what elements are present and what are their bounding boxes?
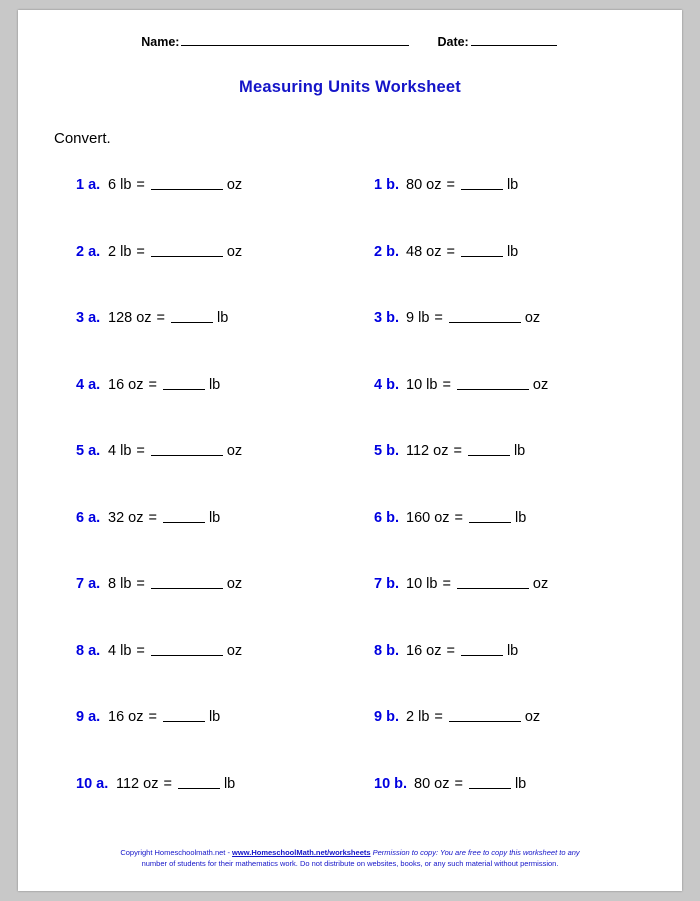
equals-sign: = bbox=[454, 509, 464, 526]
problem-quantity: 16 oz bbox=[108, 709, 144, 725]
problem-9b bbox=[374, 707, 540, 727]
problem-row bbox=[18, 308, 682, 375]
problem-number: 2 b. bbox=[374, 243, 399, 260]
problem-10a bbox=[76, 774, 235, 794]
problem-row bbox=[18, 508, 682, 575]
problem-1a bbox=[76, 175, 242, 195]
problem-10b bbox=[374, 774, 526, 794]
problem-unit: oz bbox=[226, 443, 243, 459]
problem-1b bbox=[374, 175, 518, 195]
problem-unit: lb bbox=[217, 310, 229, 326]
equals-sign: = bbox=[136, 177, 145, 193]
problem-unit: lb bbox=[208, 709, 221, 725]
problem-number: 1 b. bbox=[374, 177, 399, 193]
problem-quantity: 112 oz bbox=[116, 775, 159, 792]
problem-quantity: 2 lb bbox=[406, 709, 430, 725]
equals-sign: = bbox=[163, 775, 172, 792]
equals-sign: = bbox=[148, 376, 157, 393]
problem-unit: lb bbox=[515, 509, 527, 526]
equals-sign: = bbox=[136, 443, 145, 459]
problem-number: 4 b. bbox=[374, 376, 399, 393]
answer-blank[interactable] bbox=[457, 377, 529, 390]
answer-blank[interactable] bbox=[151, 643, 223, 656]
equals-sign: = bbox=[453, 443, 462, 459]
problem-unit: lb bbox=[208, 376, 221, 393]
problem-row bbox=[18, 175, 682, 242]
answer-blank[interactable] bbox=[151, 244, 223, 257]
problem-row bbox=[18, 641, 682, 708]
problem-6b bbox=[374, 508, 526, 528]
problem-quantity: 10 lb bbox=[406, 376, 438, 393]
footer bbox=[18, 847, 682, 869]
answer-blank[interactable] bbox=[469, 776, 511, 789]
problem-number: 9 b. bbox=[374, 709, 399, 725]
problem-number: 8 b. bbox=[374, 642, 399, 659]
problem-quantity: 128 oz bbox=[108, 310, 152, 326]
footer-line-2: number of students for their mathematics work. Do not distribute on websites, books, or any such material without permission. bbox=[141, 859, 559, 868]
problem-4a bbox=[76, 375, 220, 395]
equals-sign: = bbox=[434, 709, 443, 725]
problem-row bbox=[18, 375, 682, 442]
problem-number: 7 b. bbox=[374, 576, 399, 592]
answer-blank[interactable] bbox=[178, 776, 220, 789]
equals-sign: = bbox=[446, 642, 455, 659]
problem-row bbox=[18, 441, 682, 508]
problem-quantity: 112 oz bbox=[406, 443, 449, 459]
problem-number: 5 a. bbox=[76, 443, 101, 459]
problem-5b bbox=[374, 441, 525, 461]
problem-9a bbox=[76, 707, 220, 727]
problem-number: 6 b. bbox=[374, 509, 399, 526]
answer-blank[interactable] bbox=[151, 576, 223, 589]
answer-blank[interactable] bbox=[163, 510, 205, 523]
equals-sign: = bbox=[136, 576, 145, 592]
footer-copyright: Copyright Homeschoolmath.net - bbox=[120, 848, 233, 857]
answer-blank[interactable] bbox=[449, 709, 521, 722]
problem-unit: oz bbox=[226, 243, 243, 260]
problem-7b bbox=[374, 574, 548, 594]
name-write-line[interactable] bbox=[181, 34, 409, 46]
problem-7a bbox=[76, 574, 242, 594]
answer-blank[interactable] bbox=[461, 643, 503, 656]
answer-blank[interactable] bbox=[151, 443, 223, 456]
footer-permission: Permission to copy: You are free to copy this worksheet to any bbox=[370, 848, 580, 857]
problem-quantity: 2 lb bbox=[108, 243, 132, 260]
problem-number: 2 a. bbox=[76, 243, 101, 260]
worksheet-page bbox=[18, 10, 682, 891]
problem-row bbox=[18, 242, 682, 309]
problem-quantity: 32 oz bbox=[108, 509, 144, 526]
problem-8b bbox=[374, 641, 518, 661]
answer-blank[interactable] bbox=[469, 510, 511, 523]
equals-sign: = bbox=[156, 310, 166, 326]
problem-quantity: 80 oz bbox=[406, 177, 442, 193]
problem-3b bbox=[374, 308, 540, 328]
date-write-line[interactable] bbox=[471, 34, 557, 46]
answer-blank[interactable] bbox=[461, 244, 503, 257]
answer-blank[interactable] bbox=[468, 443, 510, 456]
problem-2a bbox=[76, 242, 242, 262]
name-date-row bbox=[18, 34, 682, 49]
homeschoolmath-link[interactable]: www.HomeschoolMath.net/worksheets bbox=[232, 848, 371, 857]
problem-8a bbox=[76, 641, 242, 661]
problem-quantity: 16 oz bbox=[406, 642, 442, 659]
problem-4b bbox=[374, 375, 548, 395]
problem-quantity: 6 lb bbox=[108, 177, 132, 193]
problem-row bbox=[18, 707, 682, 774]
problem-number: 4 a. bbox=[76, 376, 101, 393]
problem-quantity: 10 lb bbox=[406, 576, 438, 592]
problem-number: 8 a. bbox=[76, 642, 101, 659]
problem-unit: lb bbox=[506, 243, 519, 260]
problem-quantity: 48 oz bbox=[406, 243, 442, 260]
problem-unit: oz bbox=[524, 709, 541, 725]
equals-sign: = bbox=[446, 177, 455, 193]
problem-unit: oz bbox=[524, 310, 541, 326]
problem-number: 3 a. bbox=[76, 310, 101, 326]
problem-number: 1 a. bbox=[76, 177, 101, 193]
problem-number: 3 b. bbox=[374, 310, 399, 326]
answer-blank[interactable] bbox=[457, 576, 529, 589]
problem-quantity: 4 lb bbox=[108, 642, 132, 659]
problem-number: 10 a. bbox=[76, 775, 109, 792]
instruction-text: Convert. bbox=[54, 130, 111, 147]
problem-unit: lb bbox=[513, 443, 526, 459]
problem-row bbox=[18, 574, 682, 641]
problem-unit: lb bbox=[514, 775, 527, 792]
equals-sign: = bbox=[454, 775, 463, 792]
equals-sign: = bbox=[442, 576, 451, 592]
problem-quantity: 4 lb bbox=[108, 443, 132, 459]
answer-blank[interactable] bbox=[171, 310, 213, 323]
footer-line-1 bbox=[58, 847, 642, 858]
equals-sign: = bbox=[136, 243, 145, 260]
problem-3a bbox=[76, 308, 228, 328]
page-title: Measuring Units Worksheet bbox=[239, 78, 461, 96]
problem-quantity: 9 lb bbox=[406, 310, 430, 326]
equals-sign: = bbox=[148, 509, 157, 526]
problem-unit: oz bbox=[226, 642, 243, 659]
problem-number: 9 a. bbox=[76, 709, 101, 725]
problem-5a bbox=[76, 441, 242, 461]
equals-sign: = bbox=[148, 709, 157, 725]
equals-sign: = bbox=[136, 642, 145, 659]
problem-unit: lb bbox=[506, 177, 519, 193]
answer-blank[interactable] bbox=[461, 177, 503, 190]
problem-number: 6 a. bbox=[76, 509, 101, 526]
problem-quantity: 16 oz bbox=[108, 376, 144, 393]
problem-unit: lb bbox=[208, 509, 221, 526]
problem-unit: oz bbox=[226, 177, 243, 193]
problem-2b bbox=[374, 242, 518, 262]
problem-quantity: 8 lb bbox=[108, 576, 132, 592]
equals-sign: = bbox=[434, 310, 443, 326]
date-label: Date: bbox=[437, 35, 469, 49]
problem-6a bbox=[76, 508, 220, 528]
problem-unit: lb bbox=[506, 642, 519, 659]
problem-quantity: 80 oz bbox=[414, 775, 450, 792]
problem-unit: oz bbox=[532, 576, 549, 592]
problem-unit: oz bbox=[226, 576, 243, 592]
problem-number: 10 b. bbox=[374, 775, 408, 792]
equals-sign: = bbox=[446, 243, 455, 260]
problem-list bbox=[18, 175, 682, 835]
problem-unit: oz bbox=[532, 376, 549, 393]
name-label: Name: bbox=[141, 35, 180, 49]
problem-unit: lb bbox=[223, 775, 236, 792]
answer-blank[interactable] bbox=[163, 709, 205, 722]
equals-sign: = bbox=[442, 376, 451, 393]
answer-blank[interactable] bbox=[449, 310, 521, 323]
problem-number: 7 a. bbox=[76, 576, 101, 592]
problem-quantity: 160 oz bbox=[406, 509, 450, 526]
answer-blank[interactable] bbox=[163, 377, 205, 390]
problem-row bbox=[18, 774, 682, 841]
answer-blank[interactable] bbox=[151, 177, 223, 190]
problem-number: 5 b. bbox=[374, 443, 399, 459]
